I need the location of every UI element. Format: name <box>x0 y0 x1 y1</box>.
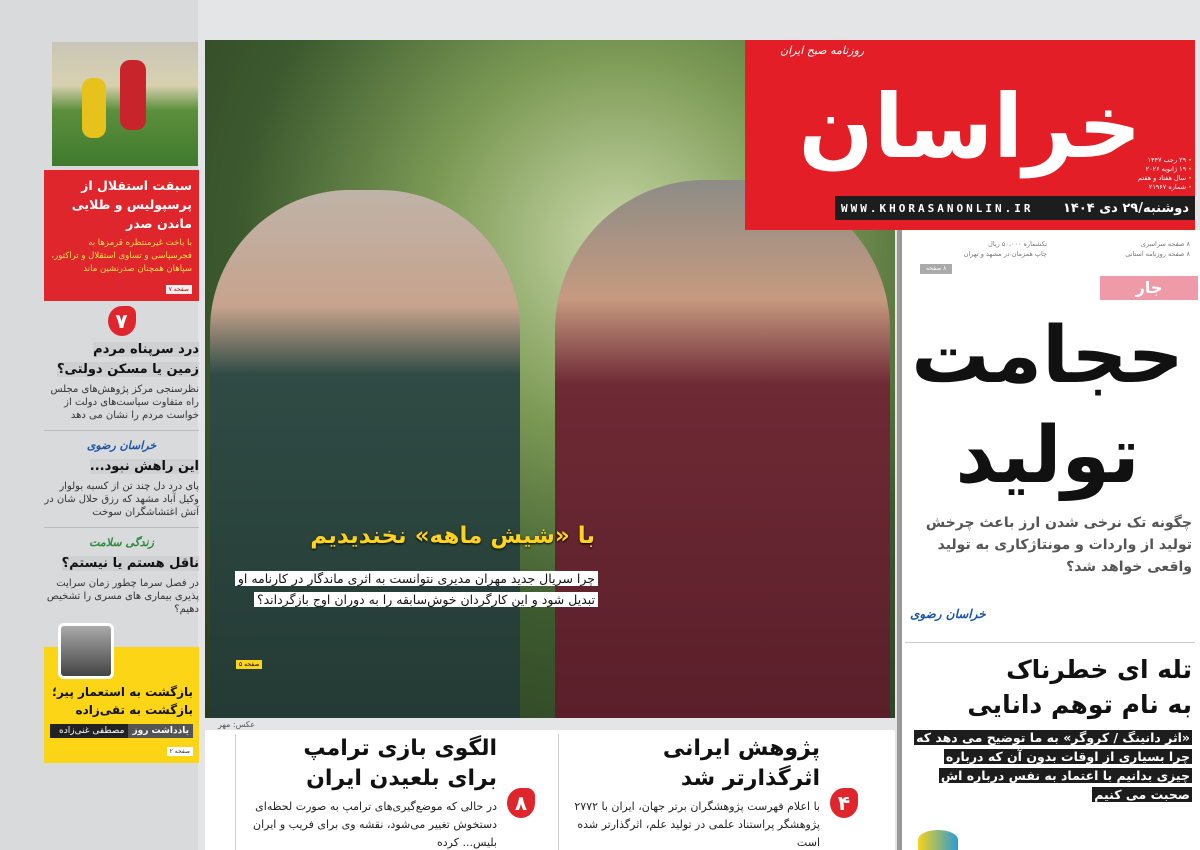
issue-date: دوشنبه/۲۹ دی ۱۴۰۴ <box>1062 200 1189 216</box>
story-title: الگوی بازی ترامپ برای بلعیدن ایران <box>303 736 497 791</box>
health-section-icon <box>918 830 958 850</box>
story-title: پژوهش ایرانی اثرگذارتر شد <box>662 736 820 791</box>
page-tag: صفحه ۵ <box>236 660 262 669</box>
story-summary: در فصل سرما چطور زمان سرایت پذیری بیماری های مسری را تشخیص دهیم؟ <box>46 578 199 615</box>
sidebar-story-health[interactable] <box>44 531 199 621</box>
column-label: یادداشت روز <box>128 724 193 738</box>
page-count-tag: ۸ صفحه <box>920 264 952 274</box>
sport-title: سبقت استقلال از پرسپولیس و طلایی ماندن صدر <box>71 178 192 231</box>
author-avatar <box>58 623 114 679</box>
editorial-column[interactable] <box>44 647 199 763</box>
page-tag: صفحه ۷ <box>166 285 192 294</box>
khorasan-razavi-logo: خراسان رضوی <box>910 607 986 621</box>
story-title: درد سرپناه مردم زمین یا مسکن دولتی؟ <box>56 342 199 377</box>
story-body <box>235 734 497 850</box>
issue-info: • ۲۹ رجب ۱۴۴۷ • ۱۹ ژانویه ۲۰۲۶ • سال هفتاد و هفتم • شماره ۲۱۹۶۷ <box>1120 156 1192 192</box>
divider <box>905 642 1195 643</box>
lead-headline[interactable]: حجامت تولید <box>911 311 1184 501</box>
date-bar <box>835 196 1195 220</box>
lead-summary: چگونه تک نرخی شدن ارز باعث چرخش تولید از واردات و مونتاژکاری به تولید واقعی خواهد شد؟ <box>925 515 1192 575</box>
story-body <box>558 734 820 850</box>
sport-story[interactable] <box>44 170 199 301</box>
page-tag: صفحه ۲ <box>167 747 193 756</box>
khorasan-logo[interactable]: خراسان <box>798 75 1142 178</box>
story-title[interactable]: تله ای خطرناک به نام توهم دانایی <box>967 655 1192 719</box>
sidebar-story-khorasan[interactable] <box>44 434 199 524</box>
photo-summary: چرا سریال جدید مهران مدیری نتوانست به اثری ماندگار در کارنامه او تبدیل شود و این کارگردان خوش‌سابقه را به دوران اوج بازگرداند؟ <box>236 568 598 610</box>
health-section-logo: زندگی سلامت <box>89 536 154 549</box>
story-summary: پای درد دل چند تن از کسبه بولوار وکیل آباد مشهد که رزق حلال شان در آتش اغتشاشگران سوخت <box>44 481 199 518</box>
photo-headline[interactable]: با «شیش ماهه» نخندیدیم <box>310 523 595 549</box>
divider <box>44 527 199 528</box>
page-number-badge: ۴ <box>830 788 858 818</box>
column-byline <box>50 724 193 738</box>
story-summary: نظرسنجی مرکز پژوهش‌های مجلس راه متفاوت سیاست‌های دولت از خواست مردم را نشان می دهد <box>50 384 199 421</box>
website-url[interactable]: WWW.KHORASANONLIN.IR <box>841 201 1034 215</box>
column-author: مصطفی غنی‌زاده <box>50 724 128 738</box>
sidebar <box>44 170 199 763</box>
story-summary: «اثر دانینگ / کروگر» به ما توضیح می دهد که چرا بسیاری از اوقات بدون آن که درباره چیزی بدانیم با اعتماد به نفس درباره اش صحبت می کنیم <box>916 730 1190 802</box>
story-summary: با اعلام فهرست پژوهشگران برتر جهان، ایران با ۲۷۷۲ پژوهشگر پراستناد علمی در تولید علم، اثرگذارتر شده است <box>574 800 820 849</box>
story-trump[interactable] <box>205 730 550 850</box>
photo-credit: عکس: مهر <box>217 720 255 729</box>
story-title: این راهش نبود... <box>89 459 199 474</box>
photo-person-left <box>210 190 520 718</box>
edition-meta: ۸ صفحه سراسری تکشماره ۵۰،۰۰۰ ریال ۸ صفحه روزنامه استانی چاپ همزمان در مشهد و تهران <box>963 240 1190 258</box>
player-yellow <box>82 78 106 138</box>
photo-person-right <box>555 180 890 718</box>
sport-summary: با باخت غیرمنتظره قرمزها به فجرسپاسی و تساوی استقلال و تراکتور، سپاهان همچنان صدرنشین ماند <box>51 238 192 274</box>
sidebar-story-housing[interactable] <box>44 301 199 427</box>
page-number-badge: ۷ <box>108 306 136 336</box>
column-title: بازگشت به استعمار پیر؛ بازگشت به تقی‌زاده <box>52 685 193 717</box>
khorasan-razavi-logo: خراسان رضوی <box>86 439 157 452</box>
kicker-label: جار <box>1100 276 1198 300</box>
divider <box>44 430 199 431</box>
player-red <box>120 60 146 130</box>
story-research[interactable] <box>550 730 895 850</box>
masthead-subtitle: روزنامه صبح ایران <box>780 44 865 57</box>
story-title: ناقل هستم یا نیستم؟ <box>61 556 199 571</box>
page-number-badge: ۸ <box>507 788 535 818</box>
story-summary: در حالی که موضع‌گیری‌های ترامپ به صورت لحظه‌ای دستخوش تغییر می‌شود، نقشه وی برای فریب و ایران بلیس... کرده <box>253 800 497 849</box>
